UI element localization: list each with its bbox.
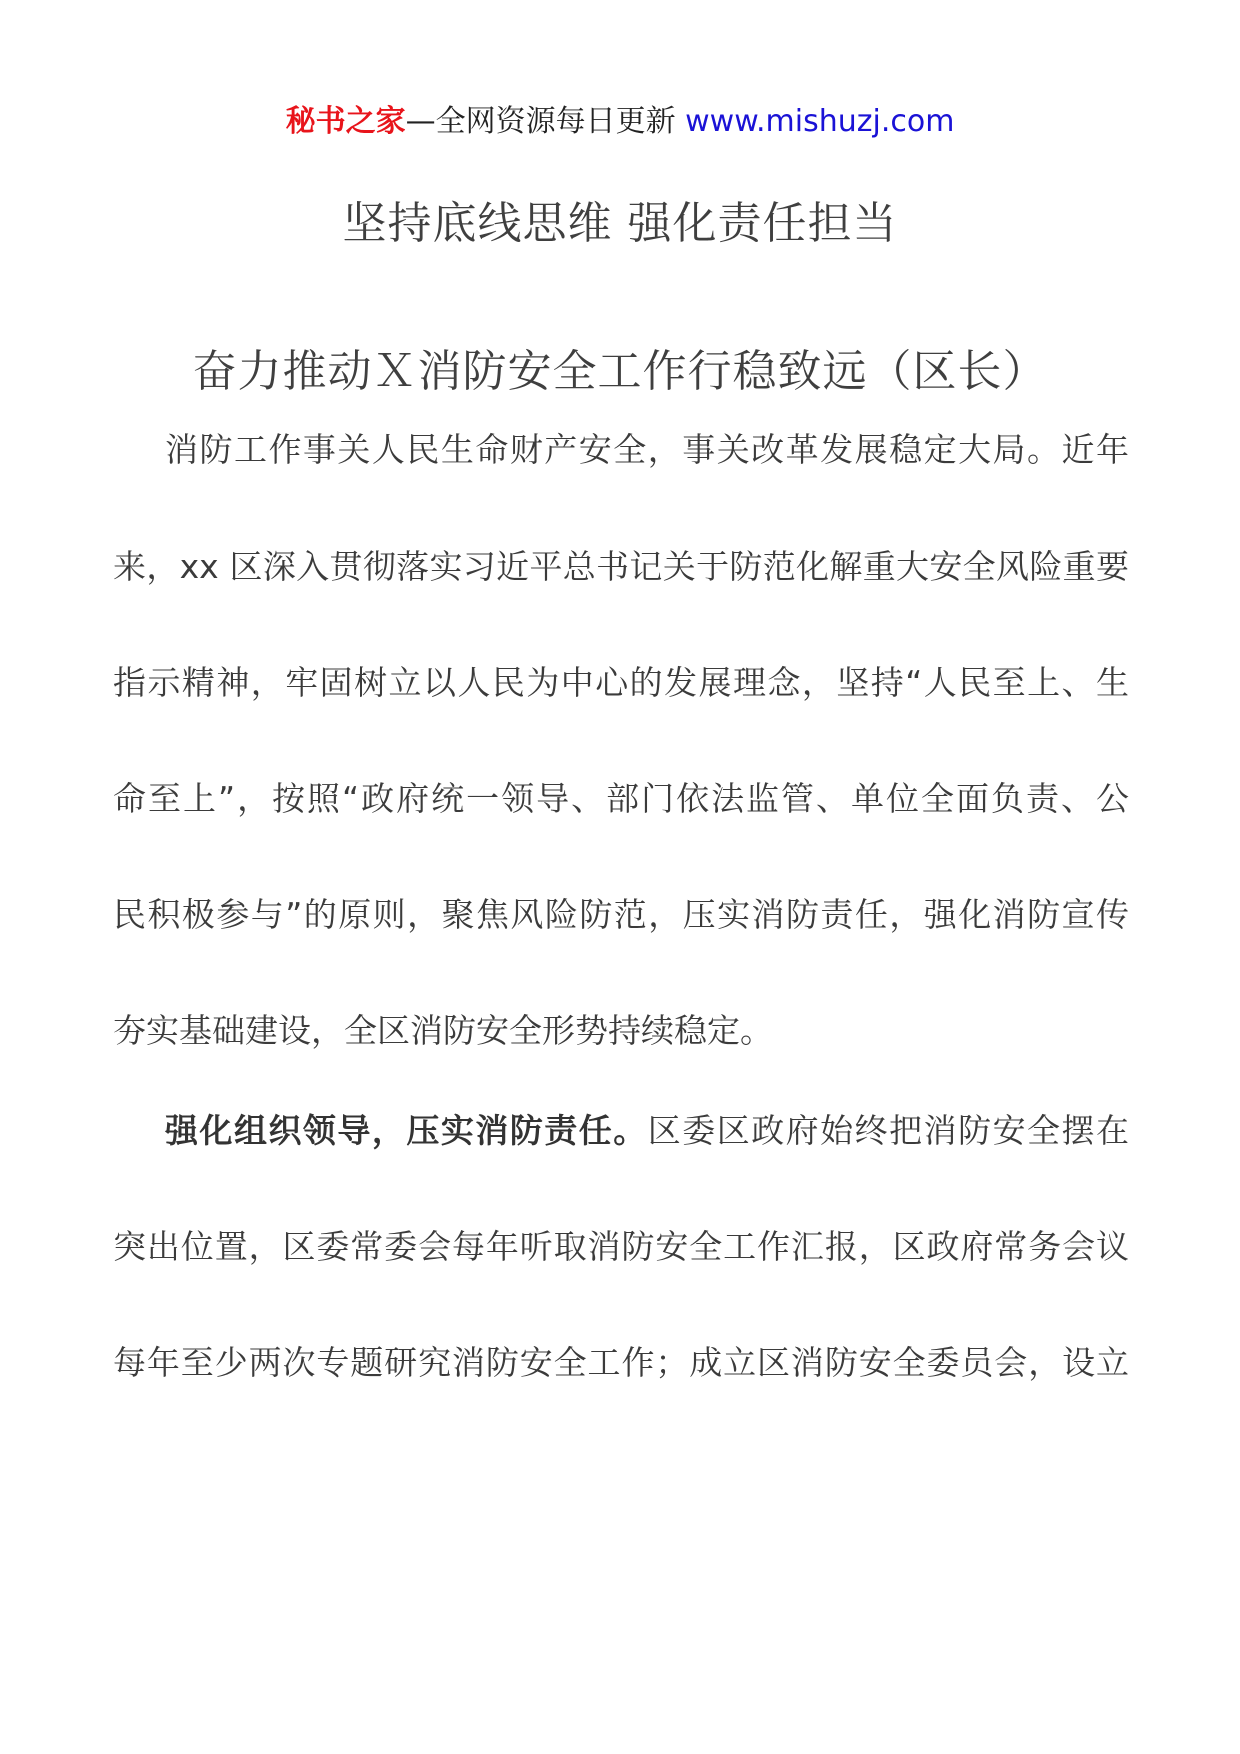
paragraph-2-line-3: 每年至少两次专题研究消防安全工作；成立区消防安全委员会，设立 (113, 1343, 1129, 1382)
paragraph-1-line-1: 消防工作事关人民生命财产安全，事关改革发展稳定大局。近年 (165, 430, 1129, 469)
paragraph-1-line-2: 来，xx 区深入贯彻落实习近平总书记关于防范化解重大安全风险重要 (113, 547, 1129, 586)
paragraph-1-line-4: 命至上”，按照“政府统一领导、部门依法监管、单位全面负责、公 (113, 779, 1129, 818)
paragraph-2-heading: 强化组织领导，压实消防责任。 (165, 1111, 648, 1150)
header-tagline: —全网资源每日更新 (405, 104, 686, 139)
document-title-line-2: 奋力推动Ｘ消防安全工作行稳致远（区长） (192, 346, 1048, 397)
document-title-line-1: 坚持底线思维 强化责任担当 (342, 198, 898, 249)
paragraph-2-line-1 (165, 1109, 1129, 1153)
paragraph-2-line-1-text: 区委区政府始终把消防安全摆在 (647, 1111, 1130, 1150)
brand-name: 秘书之家 (285, 104, 406, 139)
site-url-link[interactable]: www.mishuzj.com (685, 104, 955, 139)
paragraph-1-line-3: 指示精神，牢固树立以人民为中心的发展理念，坚持“人民至上、生 (113, 663, 1129, 702)
paragraph-2-line-2: 突出位置，区委常委会每年听取消防安全工作汇报，区政府常务会议 (113, 1227, 1129, 1266)
paragraph-1-line-5: 民积极参与”的原则，聚焦风险防范，压实消防责任，强化消防宣传 (113, 895, 1129, 934)
site-header (0, 100, 1240, 144)
paragraph-1-line-6: 夯实基础建设，全区消防安全形势持续稳定。 (113, 1011, 773, 1050)
